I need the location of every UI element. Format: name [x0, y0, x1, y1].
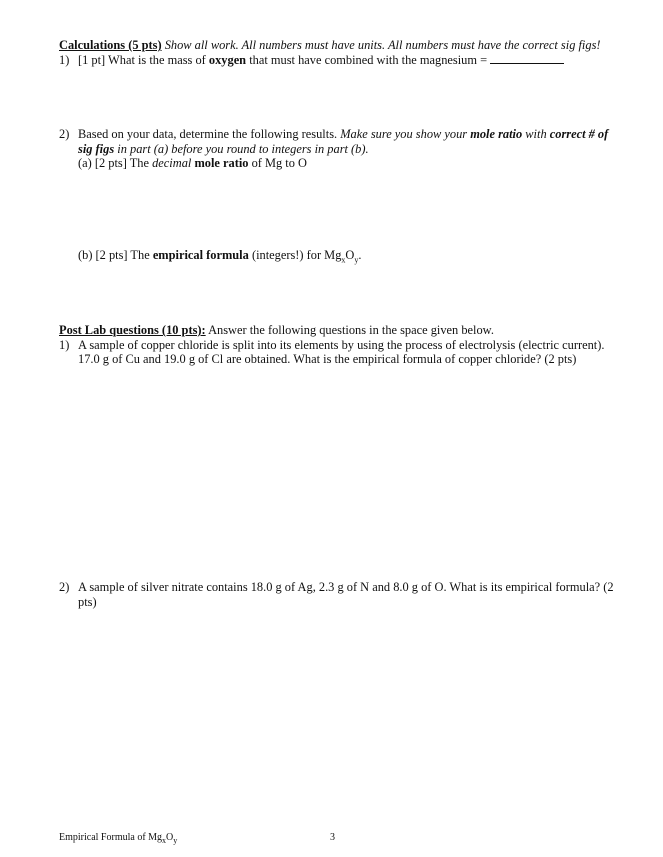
- post-lab-heading: Post Lab questions (10 pts):: [59, 323, 206, 337]
- question-number: 1): [59, 337, 70, 352]
- post-lab-section: [59, 323, 619, 367]
- calculations-instructions: Show all work. All numbers must have units. All numbers must have the correct sig figs!: [164, 38, 601, 52]
- question-number: 2): [59, 580, 70, 594]
- page-number: 3: [330, 832, 335, 843]
- post-question-1: [59, 338, 619, 367]
- question-text: [1 pt] What is the mass of oxygen that must have combined with the magnesium =: [78, 53, 619, 68]
- post-lab-instructions: Answer the following questions in the space given below.: [208, 323, 494, 337]
- part-b: (b) [2 pts] The empirical formula (integers!) for $Mg_xO_y$.: [78, 248, 362, 265]
- answer-blank[interactable]: [490, 53, 564, 64]
- calculations-heading: Calculations (5 pts): [59, 38, 162, 52]
- post-question-2: [59, 580, 619, 609]
- question-text: A sample of copper chloride is split into its elements by using the process of electrolysis (electric current). 17.0 g of Cu and 19.0 g of Cl are obtained. What is the empirical formula of copper chloride? (2 pts): [78, 337, 605, 366]
- calculations-section: [59, 38, 619, 67]
- calc-question-2: [59, 127, 619, 171]
- question-text: A sample of silver nitrate contains 18.0 g of Ag, 2.3 g of N and 8.0 g of O. What is its empirical formula? (2 pts): [78, 580, 614, 609]
- post-lab-intro: [59, 323, 619, 338]
- question-number: 1): [59, 52, 70, 67]
- calculations-intro: [59, 38, 619, 53]
- part-a: (a) [2 pts] The decimal mole ratio of Mg to O: [78, 156, 307, 170]
- calc-question-1: [59, 53, 619, 68]
- question-text: Based on your data, determine the following results. Make sure you show your mole ratio with correct # of sig figs in part (a) before you round to integers in part (b). (a) [2 pts] The decimal mole ratio of Mg to O: [78, 127, 609, 170]
- question-number: 2): [59, 127, 70, 141]
- footer-title: Empirical Formula of $Mg_xO_y$: [59, 832, 178, 845]
